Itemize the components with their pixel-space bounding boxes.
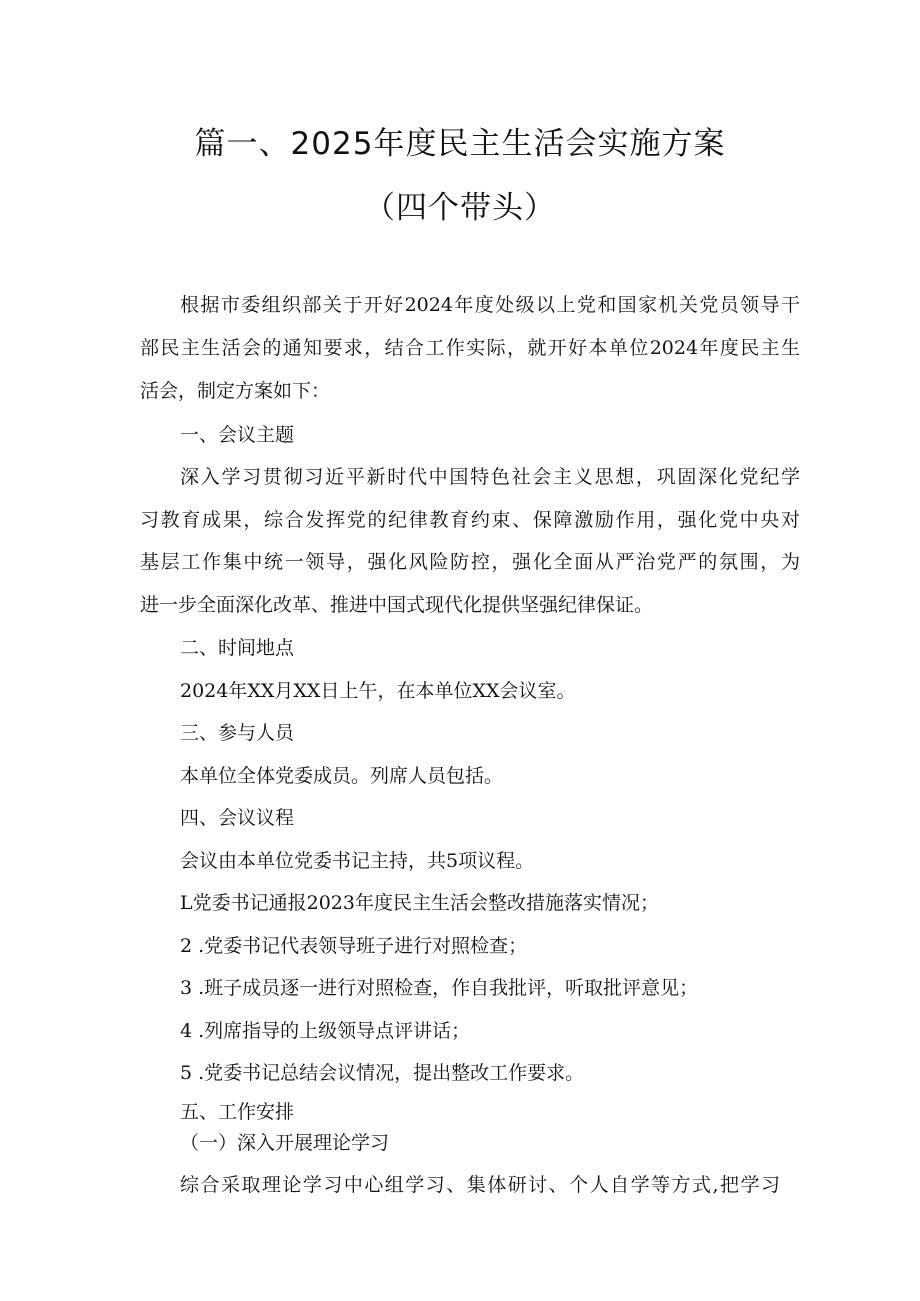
section-1-line-1: 深入学习贯彻习近平新时代中国特色社会主义思想，巩固深化党纪学 — [180, 466, 800, 488]
section-2-heading: 二、时间地点 — [180, 637, 295, 659]
section-4-heading: 四、会议议程 — [180, 807, 295, 829]
section-1-line-2: 习教育成果，综合发挥党的纪律教育约束、保障激励作用，强化党中央对 — [140, 509, 800, 531]
agenda-item-3: 3 .班子成员逐一进行对照检查，作自我批评，听取批评意见； — [180, 977, 699, 999]
agenda-item-2: 2 .党委书记代表领导班子进行对照检查； — [180, 935, 528, 957]
section-4-text: 会议由本单位党委书记主持，共5项议程。 — [180, 850, 535, 872]
section-3-heading: 三、参与人员 — [180, 722, 295, 744]
intro-line-3: 活会，制定方案如下： — [140, 380, 331, 402]
document-title-line-2: （四个带头） — [364, 190, 556, 226]
section-5-subheading: （一）深入开展理论学习 — [180, 1132, 390, 1154]
intro-line-1: 根据市委组织部关于开好2024年度处级以上党和国家机关党员领导干 — [180, 294, 800, 316]
agenda-item-4: 4 .列席指导的上级领导点评讲话； — [180, 1020, 471, 1042]
agenda-item-5: 5 .党委书记总结会议情况，提出整改工作要求。 — [180, 1062, 585, 1084]
intro-line-2: 部民主生活会的通知要求，结合工作实际，就开好本单位2024年度民主生 — [140, 337, 800, 359]
section-1-line-3: 基层工作集中统一领导，强化风险防控，强化全面从严治党严的氛围，为 — [140, 551, 800, 573]
section-2-text: 2024年XX月XX日上午，在本单位XX会议室。 — [180, 680, 576, 702]
document-title-line-1: 篇一、2025年度民主生活会实施方案 — [194, 126, 726, 162]
section-1-heading: 一、会议主题 — [180, 424, 295, 446]
agenda-item-1: L党委书记通报2023年度民主生活会整改措施落实情况； — [180, 892, 659, 914]
section-1-line-4: 进一步全面深化改革、推进中国式现代化提供坚强纪律保证。 — [140, 594, 654, 616]
section-5-text: 综合采取理论学习中心组学习、集体研讨、个人自学等方式,把学习 — [180, 1174, 780, 1196]
section-3-text: 本单位全体党委成员。列席人员包括。 — [180, 765, 504, 787]
section-5-heading: 五、工作安排 — [180, 1101, 295, 1123]
